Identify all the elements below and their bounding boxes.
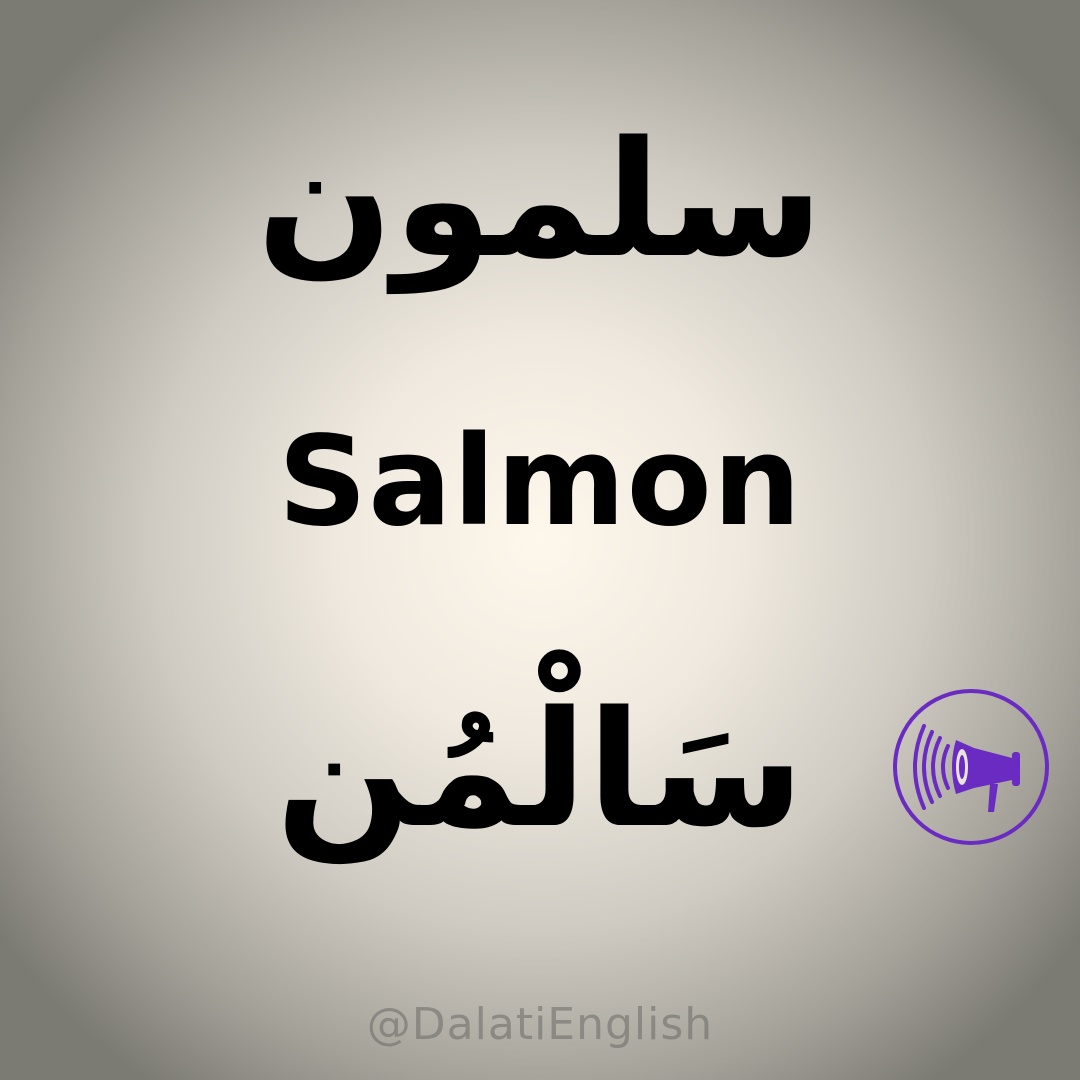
arabic-pronunciation: سَالْمُن	[275, 676, 805, 863]
megaphone-icon	[892, 688, 1050, 846]
arabic-word: سلمون	[256, 106, 824, 293]
english-word: Salmon	[277, 410, 803, 554]
play-audio-button[interactable]	[892, 688, 1050, 846]
watermark-handle: @DalatiEnglish	[366, 999, 714, 1050]
